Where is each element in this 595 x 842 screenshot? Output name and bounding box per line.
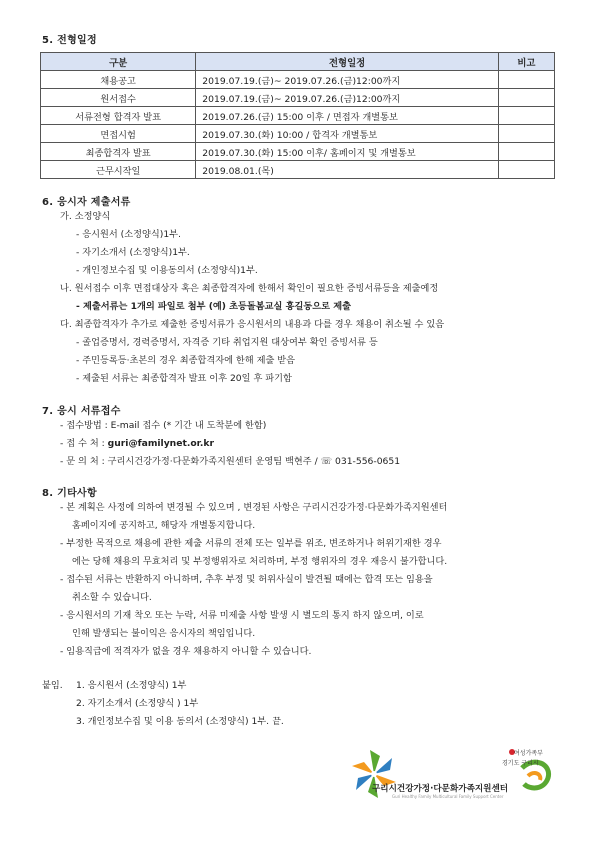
header-category: 구분 [41,53,196,71]
note-line: 인해 발생되는 불이익은 응시자의 책임입니다. [72,628,256,639]
method-line: - 접수방법 : E-mail 접수 (* 기간 내 도착분에 한함) [60,420,267,431]
logo-center-name: 구리시건강가정·다문화가족지원센터 [372,784,509,794]
note-line: 홈페이지에 공지하고, 해당자 개별통지합니다. [72,520,256,531]
row-category: 면접시험 [41,125,196,143]
table-row [41,89,555,107]
row-note [498,71,554,89]
center-logo [352,746,557,804]
list-item: - 자기소개서 (소정양식)1부. [76,247,190,258]
attach-item: 2. 자기소개서 (소정양식 ) 1부 [76,698,199,709]
row-category: 최종합격자 발표 [41,143,196,161]
table-header-row [41,53,555,71]
email-link[interactable]: guri@familynet.or.kr [107,438,214,449]
section-8-heading: 8. 기타사항 [42,488,97,499]
place-label: - 접 수 처 : [60,438,108,449]
table-row [41,125,555,143]
table-row [41,161,555,179]
header-schedule: 전형일정 [196,53,499,71]
note-line: - 임용직급에 적격자가 없을 경우 채용하지 아니할 수 있습니다. [60,646,312,657]
row-note [498,161,554,179]
place-line [60,438,214,449]
list-item: - 제출된 서류는 최종합격자 발표 이후 20일 후 파기함 [76,373,292,384]
row-note [498,125,554,143]
note-line: - 부정한 목적으로 채용에 관한 제출 서류의 전체 또는 일부를 위조, 변조하거나 허위기재한 경우 [60,538,442,549]
note-line: - 본 계획은 사정에 의하여 변경될 수 있으며 , 변경된 사항은 구리시건강가정·다문화가족지원센터 [60,502,448,513]
table-row [41,143,555,161]
section-6-heading: 6. 응시자 제출서류 [42,197,131,208]
row-note [498,107,554,125]
list-item: - 주민등록등·초본의 경우 최종합격자에 한해 제출 받음 [76,355,296,366]
sub-ga: 가. 소정양식 [60,211,111,222]
row-schedule: 2019.07.26.(금) 15:00 이후 / 면접자 개별통보 [196,107,499,125]
note-line: 에는 당해 채용의 무효처리 및 부정행위자로 처리하며, 부정 행위자의 경우 재응시 불가합니다. [72,556,448,567]
table-row [41,107,555,125]
row-category: 원서접수 [41,89,196,107]
attach-item: 1. 응시원서 (소정양식) 1부 [76,680,187,691]
row-category: 근무시작일 [41,161,196,179]
section-5-heading: 5. 전형일정 [42,35,97,46]
header-note: 비고 [498,53,554,71]
row-category: 서류전형 합격자 발표 [41,107,196,125]
sub-na: 나. 원서접수 이후 면접대상자 혹은 최종합격자에 한해서 확인이 필요한 증빙서류등을 제출예정 [60,283,439,294]
note-line: - 접수된 서류는 반환하지 아니하며, 추후 부정 및 허위사실이 발견될 때에는 합격 또는 임용을 [60,574,433,585]
row-schedule: 2019.07.19.(금)~ 2019.07.26.(금)12:00까지 [196,89,499,107]
inquiry-line: - 문 의 처 : 구리시건강가정·다문화가족지원센터 운영팀 백현주 / ☏ 031-556-0651 [60,456,401,467]
logo-subtitle: Guri Healthy Family Multicultural Family Support Center [392,794,504,799]
row-category: 채용공고 [41,71,196,89]
row-schedule: 2019.08.01.(목) [196,161,499,179]
list-item: - 개인정보수집 및 이용동의서 (소정양식)1부. [76,265,258,276]
note-line: - 응시원서의 기재 착오 또는 누락, 서류 미제출 사항 발생 시 별도의 통지 하지 않으며, 이로 [60,610,424,621]
row-note [498,143,554,161]
list-item: - 졸업증명서, 경력증명서, 자격증 기타 취업지원 대상여부 확인 증빙서류 등 [76,337,378,348]
table-row [41,71,555,89]
list-item-bold: - 제출서류는 1개의 파일로 첨부 (예) 초등돌봄교실 홍길동으로 제출 [76,301,351,312]
row-schedule: 2019.07.30.(화) 10:00 / 합격자 개별통보 [196,125,499,143]
schedule-table [40,52,555,179]
row-note [498,89,554,107]
section-7-heading: 7. 응시 서류접수 [42,406,121,417]
logo-ministry: 여성가족부 [514,750,543,757]
sub-da: 다. 최종합격자가 추가로 제출한 증빙서류가 응시원서의 내용과 다를 경우 채용이 취소될 수 있음 [60,319,445,330]
note-line: 취소할 수 있습니다. [72,592,152,603]
attach-item: 3. 개인정보수집 및 이용 동의서 (소정양식) 1부. 끝. [76,716,284,727]
list-item: - 응시원서 (소정양식)1부. [76,229,181,240]
row-schedule: 2019.07.30.(화) 15:00 이후/ 홈페이지 및 개별통보 [196,143,499,161]
attach-label: 붙임. [42,680,63,691]
logo-city: 경기도 구리시 [502,760,539,767]
row-schedule: 2019.07.19.(금)~ 2019.07.26.(금)12:00까지 [196,71,499,89]
